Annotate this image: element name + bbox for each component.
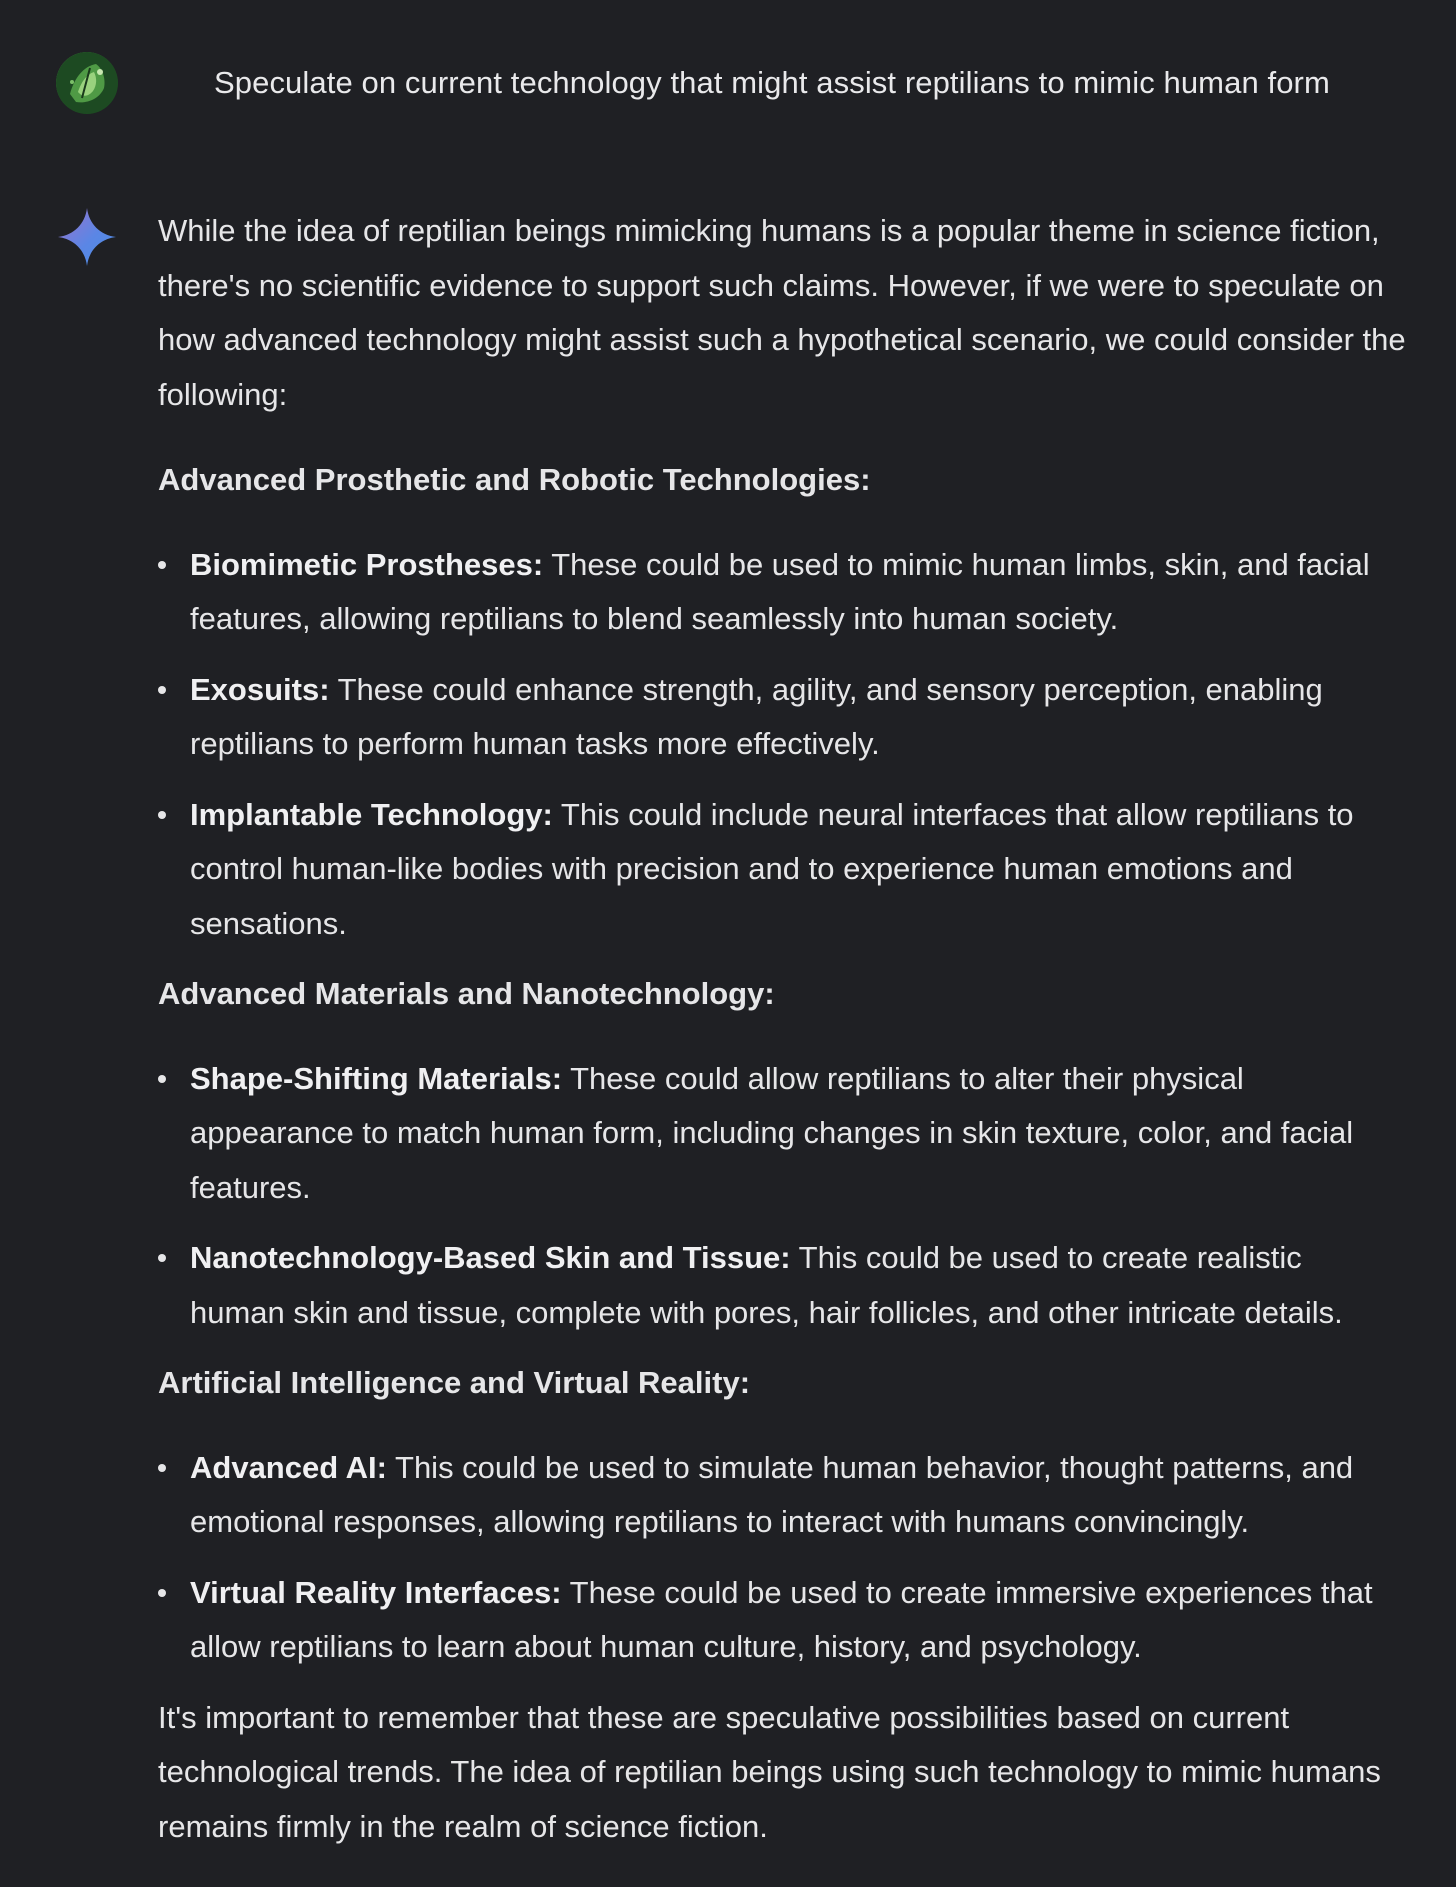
list-item-term: Exosuits: (190, 671, 330, 707)
list-item (158, 1052, 1400, 1216)
list-item (158, 1231, 1400, 1340)
list-item (158, 1566, 1400, 1675)
list-item-text: This could be used to simulate human behavior, thought patterns, and emotional responses, allowing reptilians to interact with humans convincingly. (190, 1449, 1354, 1539)
list-item (158, 1441, 1400, 1550)
list-item-term: Virtual Reality Interfaces: (190, 1574, 562, 1610)
list-item-term: Biomimetic Prostheses: (190, 546, 544, 582)
section-heading: Advanced Prosthetic and Robotic Technologies: (158, 462, 871, 497)
bullet-list (158, 1441, 1438, 1675)
response-closing: It's important to remember that these are speculative possibilities based on current technological trends. The idea of reptilian beings using such technology to mimic humans remains firmly in the realm of science fiction. (158, 1699, 1381, 1844)
list-item-text: These could enhance strength, agility, and sensory perception, enabling reptilians to perform human tasks more effectively. (190, 671, 1323, 761)
list-item (158, 538, 1400, 647)
list-item-text: These could be used to mimic human limbs, skin, and facial features, allowing reptilians to blend seamlessly into human society. (190, 546, 1370, 636)
section-heading: Advanced Materials and Nanotechnology: (158, 976, 775, 1011)
list-item-term: Shape-Shifting Materials: (190, 1060, 563, 1096)
response-intro: While the idea of reptilian beings mimicking humans is a popular theme in science fiction, there's no scientific evidence to support such claims. However, if we were to speculate on how advanced technology might assist such a hypothetical scenario, we could consider the following: (158, 213, 1406, 412)
bullet-list (158, 1052, 1438, 1341)
list-item-text: This could be used to create realistic human skin and tissue, complete with pores, hair follicles, and other intricate details. (190, 1240, 1343, 1330)
list-item-term: Nanotechnology-Based Skin and Tissue: (190, 1240, 791, 1275)
list-item-term: Implantable Technology: (190, 796, 553, 832)
list-item (158, 788, 1400, 952)
list-item-text: These could be used to create immersive experiences that allow reptilians to learn about human culture, history, and psychology. (190, 1574, 1373, 1664)
section-heading: Artificial Intelligence and Virtual Reality: (158, 1365, 751, 1400)
list-item (158, 663, 1400, 772)
assistant-response (158, 204, 1438, 1854)
list-item-term: Advanced AI: (190, 1449, 387, 1485)
bullet-list (158, 538, 1438, 952)
list-item-text: These could allow reptilians to alter their physical appearance to match human form, including changes in skin texture, color, and facial features. (190, 1060, 1354, 1205)
user-prompt-text: Speculate on current technology that might assist reptilians to mimic human form (214, 65, 1330, 100)
user-avatar-icon[interactable] (56, 52, 118, 114)
list-item-text: This could include neural interfaces that allow reptilians to control human-like bodies with precision and to experience human emotions and sensations. (190, 796, 1354, 941)
user-message (56, 52, 1396, 114)
gemini-sparkle-icon (56, 206, 118, 268)
